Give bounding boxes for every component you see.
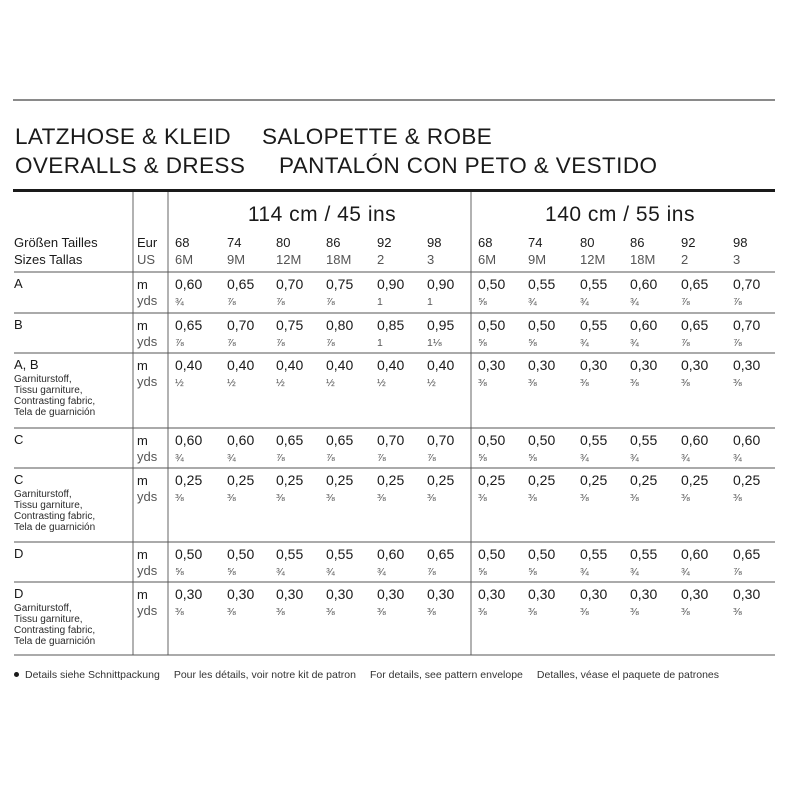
eur-size-68: 68 <box>478 235 493 250</box>
footer-de: Details siehe Schnittpackung <box>25 669 160 681</box>
yards-value: ⅜ <box>733 377 742 389</box>
view-label: D <box>14 546 24 561</box>
yards-value: ½ <box>326 377 335 389</box>
unit-yds: yds <box>137 489 158 504</box>
meters-value: 0,40 <box>326 357 354 373</box>
meters-value: 0,40 <box>227 357 255 373</box>
us-size-12M: 12M <box>580 252 606 267</box>
yards-value: ⅞ <box>733 337 742 349</box>
meters-value: 0,65 <box>276 432 304 448</box>
eur-size-86: 86 <box>630 235 645 250</box>
meters-value: 0,25 <box>227 472 255 488</box>
us-size-2: 2 <box>681 252 689 267</box>
meters-value: 0,30 <box>733 586 761 602</box>
yards-value: ½ <box>175 377 184 389</box>
yards-value: ⅜ <box>427 492 436 504</box>
unit-yds: yds <box>137 449 158 464</box>
yards-value: ¾ <box>326 566 335 578</box>
meters-value: 0,30 <box>478 586 506 602</box>
yards-value: ⅜ <box>326 492 335 504</box>
yards-value: ⅝ <box>175 566 184 578</box>
meters-value: 0,25 <box>427 472 455 488</box>
yards-value: ⅞ <box>175 337 184 349</box>
eur-size-74: 74 <box>227 235 242 250</box>
meters-value: 0,60 <box>630 317 658 333</box>
meters-value: 0,50 <box>227 546 255 562</box>
yards-value: ⅞ <box>681 296 690 308</box>
yards-value: ⅜ <box>478 377 487 389</box>
yards-value: ⅞ <box>276 452 285 464</box>
meters-value: 0,55 <box>580 546 608 562</box>
meters-value: 0,60 <box>175 432 203 448</box>
yards-value: 1 <box>427 296 433 308</box>
yards-value: ¾ <box>580 566 589 578</box>
meters-value: 0,50 <box>528 432 556 448</box>
meters-value: 0,30 <box>227 586 255 602</box>
yards-value: ⅞ <box>733 566 742 578</box>
meters-value: 0,25 <box>528 472 556 488</box>
yards-value: ¾ <box>276 566 285 578</box>
yards-value: ¾ <box>227 452 236 464</box>
meters-value: 0,25 <box>630 472 658 488</box>
meters-value: 0,25 <box>175 472 203 488</box>
yards-value: ⅞ <box>427 566 436 578</box>
yards-value: ¾ <box>733 452 742 464</box>
yards-value: ⅞ <box>227 296 236 308</box>
yards-value: ⅞ <box>427 452 436 464</box>
meters-value: 0,30 <box>175 586 203 602</box>
meters-value: 0,55 <box>528 276 556 292</box>
yards-value: ¾ <box>630 566 639 578</box>
footer-fr: Pour les détails, voir notre kit de patron <box>173 669 356 681</box>
view-sublabel: Garniturstoff, <box>14 603 72 614</box>
meters-value: 0,85 <box>377 317 405 333</box>
eur-size-86: 86 <box>326 235 341 250</box>
us-size-12M: 12M <box>276 252 302 267</box>
yards-value: ½ <box>276 377 285 389</box>
meters-value: 0,60 <box>733 432 761 448</box>
meters-value: 0,70 <box>377 432 405 448</box>
yards-value: ⅜ <box>630 606 639 618</box>
yards-value: ⅜ <box>227 606 236 618</box>
view-sublabel: Tela de guarnición <box>14 522 96 533</box>
meters-value: 0,40 <box>175 357 203 373</box>
unit-m: m <box>137 318 148 333</box>
footer-note <box>14 667 774 684</box>
meters-value: 0,30 <box>580 586 608 602</box>
meters-value: 0,55 <box>580 317 608 333</box>
yards-value: ¾ <box>681 452 690 464</box>
meters-value: 0,70 <box>427 432 455 448</box>
eur-size-68: 68 <box>175 235 190 250</box>
meters-value: 0,25 <box>276 472 304 488</box>
yards-value: ½ <box>427 377 436 389</box>
meters-value: 0,55 <box>326 546 354 562</box>
view-sublabel: Contrasting fabric, <box>14 625 96 636</box>
footer-es: Detalles, véase el paquete de patrones <box>536 669 720 681</box>
yards-value: ⅞ <box>733 296 742 308</box>
yards-value: 1 <box>377 337 383 349</box>
yards-value: ⅜ <box>580 606 589 618</box>
meters-value: 0,65 <box>227 276 255 292</box>
view-sublabel: Tissu garniture, <box>14 385 83 396</box>
meters-value: 0,55 <box>580 432 608 448</box>
view-sublabel: Tissu garniture, <box>14 500 83 511</box>
unit-m: m <box>137 277 148 292</box>
meters-value: 0,55 <box>630 546 658 562</box>
view-label: C <box>14 472 24 487</box>
yards-value: ⅞ <box>227 337 236 349</box>
unit-yds: yds <box>137 603 158 618</box>
view-sublabel: Tela de guarnición <box>14 407 96 418</box>
meters-value: 0,60 <box>681 432 709 448</box>
us-size-9M: 9M <box>227 252 246 267</box>
meters-value: 0,25 <box>733 472 761 488</box>
footer-en: For details, see pattern envelope <box>369 669 523 681</box>
yards-value: ¾ <box>630 452 639 464</box>
yards-value: ⅞ <box>326 337 335 349</box>
title-de: LATZHOSE & KLEID <box>15 124 232 149</box>
yards-value: ¾ <box>580 337 589 349</box>
eur-size-74: 74 <box>528 235 543 250</box>
yards-value: ⅜ <box>580 492 589 504</box>
meters-value: 0,50 <box>528 317 556 333</box>
meters-value: 0,25 <box>326 472 354 488</box>
view-sublabel: Contrasting fabric, <box>14 511 96 522</box>
meters-value: 0,30 <box>630 586 658 602</box>
yards-value: ⅞ <box>276 296 285 308</box>
view-label: C <box>14 432 24 447</box>
meters-value: 0,30 <box>377 586 405 602</box>
meters-value: 0,30 <box>427 586 455 602</box>
unit-label-us: US <box>137 252 156 267</box>
meters-value: 0,65 <box>326 432 354 448</box>
yards-value: ⅜ <box>528 606 537 618</box>
size-label-line-1: Größen Tailles <box>14 235 98 250</box>
meters-value: 0,50 <box>478 317 506 333</box>
yards-value: ⅞ <box>681 337 690 349</box>
size-label-line-2: Sizes Tallas <box>14 252 83 267</box>
meters-value: 0,70 <box>733 276 761 292</box>
yards-value: ⅝ <box>528 566 537 578</box>
yards-value: ⅜ <box>175 492 184 504</box>
yards-value: ¾ <box>528 296 537 308</box>
meters-value: 0,30 <box>681 586 709 602</box>
meters-value: 0,25 <box>580 472 608 488</box>
meters-value: 0,30 <box>681 357 709 373</box>
yards-value: 1⅛ <box>427 337 442 349</box>
meters-value: 0,60 <box>630 276 658 292</box>
view-sublabel: Garniturstoff, <box>14 489 72 500</box>
unit-yds: yds <box>137 563 158 578</box>
unit-m: m <box>137 358 148 373</box>
bullet-icon <box>14 672 19 677</box>
meters-value: 0,30 <box>276 586 304 602</box>
yards-value: ⅞ <box>276 337 285 349</box>
yards-value: ½ <box>377 377 386 389</box>
meters-value: 0,40 <box>276 357 304 373</box>
meters-value: 0,60 <box>227 432 255 448</box>
meters-value: 0,65 <box>681 276 709 292</box>
us-size-2: 2 <box>377 252 385 267</box>
yards-value: ⅞ <box>377 452 386 464</box>
meters-value: 0,65 <box>427 546 455 562</box>
eur-size-98: 98 <box>427 235 442 250</box>
meters-value: 0,60 <box>377 546 405 562</box>
yards-value: ⅜ <box>377 492 386 504</box>
us-size-9M: 9M <box>528 252 547 267</box>
us-size-3: 3 <box>427 252 435 267</box>
meters-value: 0,55 <box>276 546 304 562</box>
yards-value: ⅜ <box>478 606 487 618</box>
meters-value: 0,65 <box>175 317 203 333</box>
meters-value: 0,65 <box>681 317 709 333</box>
yards-value: ⅜ <box>175 606 184 618</box>
yards-value: ⅜ <box>528 377 537 389</box>
view-label: A <box>14 276 23 291</box>
yards-value: ⅜ <box>681 377 690 389</box>
meters-value: 0,30 <box>326 586 354 602</box>
yards-value: ⅜ <box>377 606 386 618</box>
title-es: PANTALÓN CON PETO & VESTIDO <box>279 153 658 178</box>
yards-value: ⅜ <box>630 377 639 389</box>
yards-value: ⅜ <box>681 492 690 504</box>
yards-value: ¾ <box>630 337 639 349</box>
unit-m: m <box>137 587 148 602</box>
meters-value: 0,50 <box>478 432 506 448</box>
meters-value: 0,25 <box>681 472 709 488</box>
yards-value: ⅝ <box>478 566 487 578</box>
meters-value: 0,70 <box>733 317 761 333</box>
yards-value: ¾ <box>580 452 589 464</box>
title-fr: SALOPETTE & ROBE <box>262 124 493 149</box>
yards-value: ⅝ <box>478 296 487 308</box>
fabric-width-140: 140 cm / 55 ins <box>545 203 695 226</box>
view-label: B <box>14 317 23 332</box>
title-en: OVERALLS & DRESS <box>15 153 246 178</box>
meters-value: 0,75 <box>276 317 304 333</box>
meters-value: 0,70 <box>227 317 255 333</box>
meters-value: 0,50 <box>175 546 203 562</box>
eur-size-98: 98 <box>733 235 748 250</box>
view-label: A, B <box>14 357 39 372</box>
yards-value: ⅜ <box>276 492 285 504</box>
eur-size-92: 92 <box>377 235 392 250</box>
us-size-6M: 6M <box>175 252 194 267</box>
yards-value: ½ <box>227 377 236 389</box>
meters-value: 0,75 <box>326 276 354 292</box>
unit-m: m <box>137 433 148 448</box>
yards-value: ⅜ <box>733 606 742 618</box>
yards-value: ⅞ <box>326 452 335 464</box>
yards-value: ¾ <box>580 296 589 308</box>
yards-value: ⅝ <box>478 337 487 349</box>
eur-size-80: 80 <box>580 235 595 250</box>
yards-value: ⅝ <box>528 337 537 349</box>
meters-value: 0,55 <box>630 432 658 448</box>
meters-value: 0,30 <box>528 586 556 602</box>
meters-value: 0,60 <box>175 276 203 292</box>
meters-value: 0,60 <box>681 546 709 562</box>
meters-value: 0,50 <box>478 276 506 292</box>
yards-value: ⅜ <box>528 492 537 504</box>
eur-size-80: 80 <box>276 235 291 250</box>
yards-value: ⅜ <box>681 606 690 618</box>
yards-value: ⅜ <box>733 492 742 504</box>
meters-value: 0,50 <box>528 546 556 562</box>
view-label: D <box>14 586 24 601</box>
unit-label-eur: Eur <box>137 235 158 250</box>
unit-m: m <box>137 547 148 562</box>
fabric-width-114: 114 cm / 45 ins <box>247 203 397 226</box>
us-size-18M: 18M <box>630 252 656 267</box>
unit-m: m <box>137 473 148 488</box>
meters-value: 0,80 <box>326 317 354 333</box>
meters-value: 0,30 <box>630 357 658 373</box>
yards-value: ⅝ <box>227 566 236 578</box>
meters-value: 0,40 <box>377 357 405 373</box>
meters-value: 0,30 <box>528 357 556 373</box>
us-size-18M: 18M <box>326 252 352 267</box>
yards-value: ⅜ <box>326 606 335 618</box>
meters-value: 0,25 <box>377 472 405 488</box>
meters-value: 0,30 <box>580 357 608 373</box>
unit-yds: yds <box>137 293 158 308</box>
unit-yds: yds <box>137 374 158 389</box>
yards-value: ⅜ <box>276 606 285 618</box>
meters-value: 0,65 <box>733 546 761 562</box>
yards-value: ¾ <box>377 566 386 578</box>
unit-yds: yds <box>137 334 158 349</box>
meters-value: 0,30 <box>733 357 761 373</box>
meters-value: 0,70 <box>276 276 304 292</box>
yards-value: ⅝ <box>478 452 487 464</box>
meters-value: 0,30 <box>478 357 506 373</box>
yards-value: ⅜ <box>580 377 589 389</box>
meters-value: 0,50 <box>478 546 506 562</box>
yards-value: ⅞ <box>326 296 335 308</box>
meters-value: 0,40 <box>427 357 455 373</box>
view-sublabel: Tissu garniture, <box>14 614 83 625</box>
us-size-6M: 6M <box>478 252 497 267</box>
yards-value: ⅜ <box>427 606 436 618</box>
yards-value: ⅝ <box>528 452 537 464</box>
meters-value: 0,90 <box>427 276 455 292</box>
meters-value: 0,55 <box>580 276 608 292</box>
yards-value: ¾ <box>681 566 690 578</box>
meters-value: 0,95 <box>427 317 455 333</box>
eur-size-92: 92 <box>681 235 696 250</box>
yards-value: ⅜ <box>227 492 236 504</box>
meters-value: 0,90 <box>377 276 405 292</box>
meters-value: 0,25 <box>478 472 506 488</box>
yards-value: 1 <box>377 296 383 308</box>
view-sublabel: Contrasting fabric, <box>14 396 96 407</box>
yards-value: ¾ <box>630 296 639 308</box>
yards-value: ¾ <box>175 296 184 308</box>
view-sublabel: Tela de guarnición <box>14 636 96 647</box>
yards-value: ⅜ <box>630 492 639 504</box>
yards-value: ¾ <box>175 452 184 464</box>
yards-value: ⅜ <box>478 492 487 504</box>
view-sublabel: Garniturstoff, <box>14 374 72 385</box>
us-size-3: 3 <box>733 252 741 267</box>
